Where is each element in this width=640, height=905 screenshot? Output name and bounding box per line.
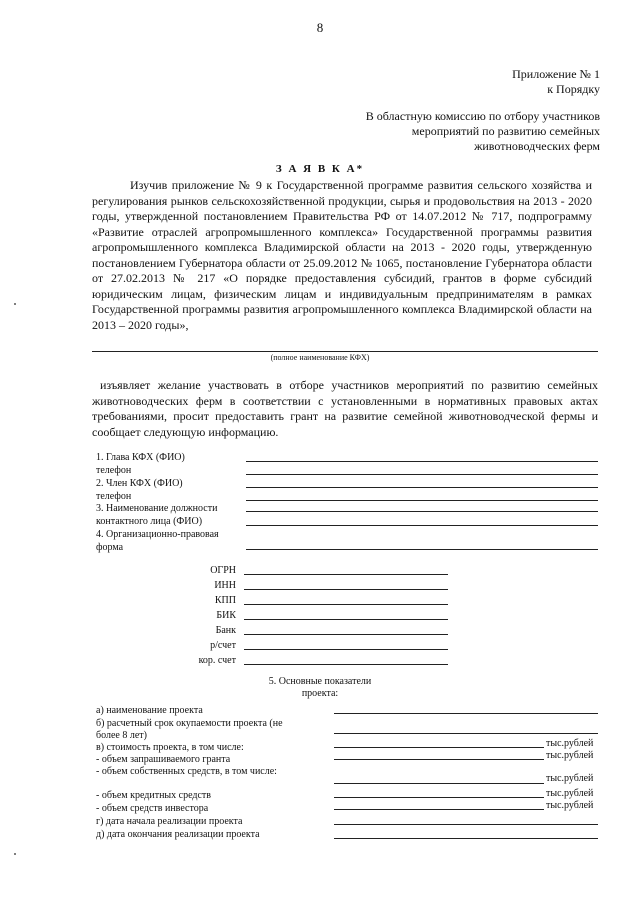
- indicator-project-name-line[interactable]: [334, 713, 598, 714]
- indicator-cost-unit: тыс.рублей: [546, 738, 594, 749]
- bank-inn-label: ИНН: [214, 580, 236, 591]
- organization-name-caption: (полное наименование КФХ): [270, 353, 370, 362]
- field-head-name-line[interactable]: [246, 461, 598, 462]
- indicator-end-date-label: д) дата окончания реализации проекта: [96, 829, 260, 840]
- indicator-start-date-line[interactable]: [334, 824, 598, 825]
- addressee-line-2: мероприятий по развитию семейных: [411, 124, 600, 138]
- indicator-payback-line[interactable]: [334, 733, 598, 734]
- bank-kpp-line[interactable]: [244, 604, 448, 605]
- appendix-line-2: к Порядку: [547, 82, 600, 96]
- field-head-phone-line[interactable]: [246, 474, 598, 475]
- appendix-header: [512, 67, 600, 97]
- section-5-title: [0, 676, 640, 700]
- indicator-credit-line[interactable]: [334, 797, 544, 798]
- scan-speck: [14, 853, 16, 855]
- indicator-payback-label-2: более 8 лет): [96, 730, 147, 741]
- field-legal-form-label-2: форма: [96, 542, 124, 553]
- field-head-phone-label: телефон: [96, 465, 132, 476]
- bank-kpp-label: КПП: [214, 595, 236, 606]
- bank-account-line[interactable]: [244, 649, 448, 650]
- bank-ogrn-label: ОГРН: [210, 565, 236, 576]
- addressee-line-1: В областную комиссию по отбору участников: [365, 109, 600, 123]
- addressee-line-3: животноводческих ферм: [474, 139, 600, 153]
- indicator-credit-unit: тыс.рублей: [546, 788, 594, 799]
- indicator-project-name-label: а) наименование проекта: [96, 705, 203, 716]
- bank-account-label: р/счет: [210, 640, 236, 651]
- indicator-grant-line[interactable]: [334, 759, 544, 760]
- indicator-start-date-label: г) дата начала реализации проекта: [96, 816, 243, 827]
- bank-ogrn-line[interactable]: [244, 574, 448, 575]
- field-member-phone-line[interactable]: [246, 500, 598, 501]
- bank-bik-label: БИК: [216, 610, 236, 621]
- field-legal-form-line[interactable]: [246, 549, 598, 550]
- addressee-block: [366, 109, 600, 154]
- indicator-credit-label: - объем кредитных средств: [96, 790, 212, 801]
- indicator-investor-unit: тыс.рублей: [546, 800, 594, 811]
- field-legal-form-label: 4. Организационно-правовая: [96, 529, 219, 540]
- document-title: З А Я В К А*: [275, 163, 365, 175]
- indicator-own-funds-label: - объем собственных средств, в том числе:: [96, 766, 277, 777]
- field-head-name-label: 1. Глава КФХ (ФИО): [96, 452, 185, 463]
- field-member-phone-label: телефон: [96, 491, 132, 502]
- appendix-line-1: Приложение № 1: [512, 67, 600, 81]
- intro-paragraph: Изучив приложение № 9 к Государственной программе развития сельского хозяйства и регулирования рынков сельскохозяйственной продукции, сырья и продовольствия на 2013 - 2020 годы, утвержденной постановлением Правительства РФ от 14.07.2012 № 717, подпрограмму «Развитие отраслей агропромышленного комплекса» Государственной программы развития агропромышленного комплекса Владимирской области на 2013 - 2020 годы, утвержденную постановлением Губернатора области от 25.09.2012 № 1065, постановление Губернатора области от 27.02.2013 № 217 «О порядке предоставления субсидий, грантов в форме субсидий юридическим лицам, физическим лицам и индивидуальным предпринимателям в рамках Государственной программы развития агропромышленного комплекса Владимирской области на 2013 – 2020 годы»,: [92, 178, 592, 332]
- bank-inn-line[interactable]: [244, 589, 448, 590]
- indicator-grant-label: - объем запрашиваемого гранта: [96, 754, 231, 765]
- indicator-cost-label: в) стоимость проекта, в том числе:: [96, 742, 244, 753]
- field-member-name-label: 2. Член КФХ (ФИО): [96, 478, 183, 489]
- bank-name-label: Банк: [215, 625, 236, 636]
- section-5-title-line-1: 5. Основные показатели: [268, 676, 372, 687]
- indicator-payback-label: б) расчетный срок окупаемости проекта (не: [96, 718, 283, 729]
- scan-speck: [14, 303, 16, 305]
- section-5-title-line-2: проекта:: [301, 688, 339, 699]
- bank-name-line[interactable]: [244, 634, 448, 635]
- bank-bik-line[interactable]: [244, 619, 448, 620]
- field-contact-position-line[interactable]: [246, 511, 598, 512]
- indicator-cost-line[interactable]: [334, 747, 544, 748]
- field-member-name-line[interactable]: [246, 487, 598, 488]
- indicator-investor-line[interactable]: [334, 809, 544, 810]
- field-contact-name-label: контактного лица (ФИО): [96, 516, 203, 527]
- field-contact-name-line[interactable]: [246, 525, 598, 526]
- bank-corr-account-line[interactable]: [244, 664, 448, 665]
- page-number: 8: [316, 20, 324, 35]
- indicator-own-funds-unit: тыс.рублей: [546, 773, 594, 784]
- declaration-paragraph: изъявляет желание участвовать в отборе участников мероприятий по развитию семейных животноводческих ферм в соответствии с установленными в нормативных правовых актах требованиями, просит предоставить грант на развитие семейной животноводческой фермы и сообщает следующую информацию.: [92, 378, 598, 439]
- bank-corr-account-label: кор. счет: [198, 655, 236, 666]
- indicator-grant-unit: тыс.рублей: [546, 750, 594, 761]
- organization-name-line: [92, 351, 598, 352]
- indicator-end-date-line[interactable]: [334, 838, 598, 839]
- indicator-own-funds-line[interactable]: [334, 783, 544, 784]
- indicator-investor-label: - объем средств инвестора: [96, 803, 209, 814]
- field-contact-position-label: 3. Наименование должности: [96, 503, 218, 514]
